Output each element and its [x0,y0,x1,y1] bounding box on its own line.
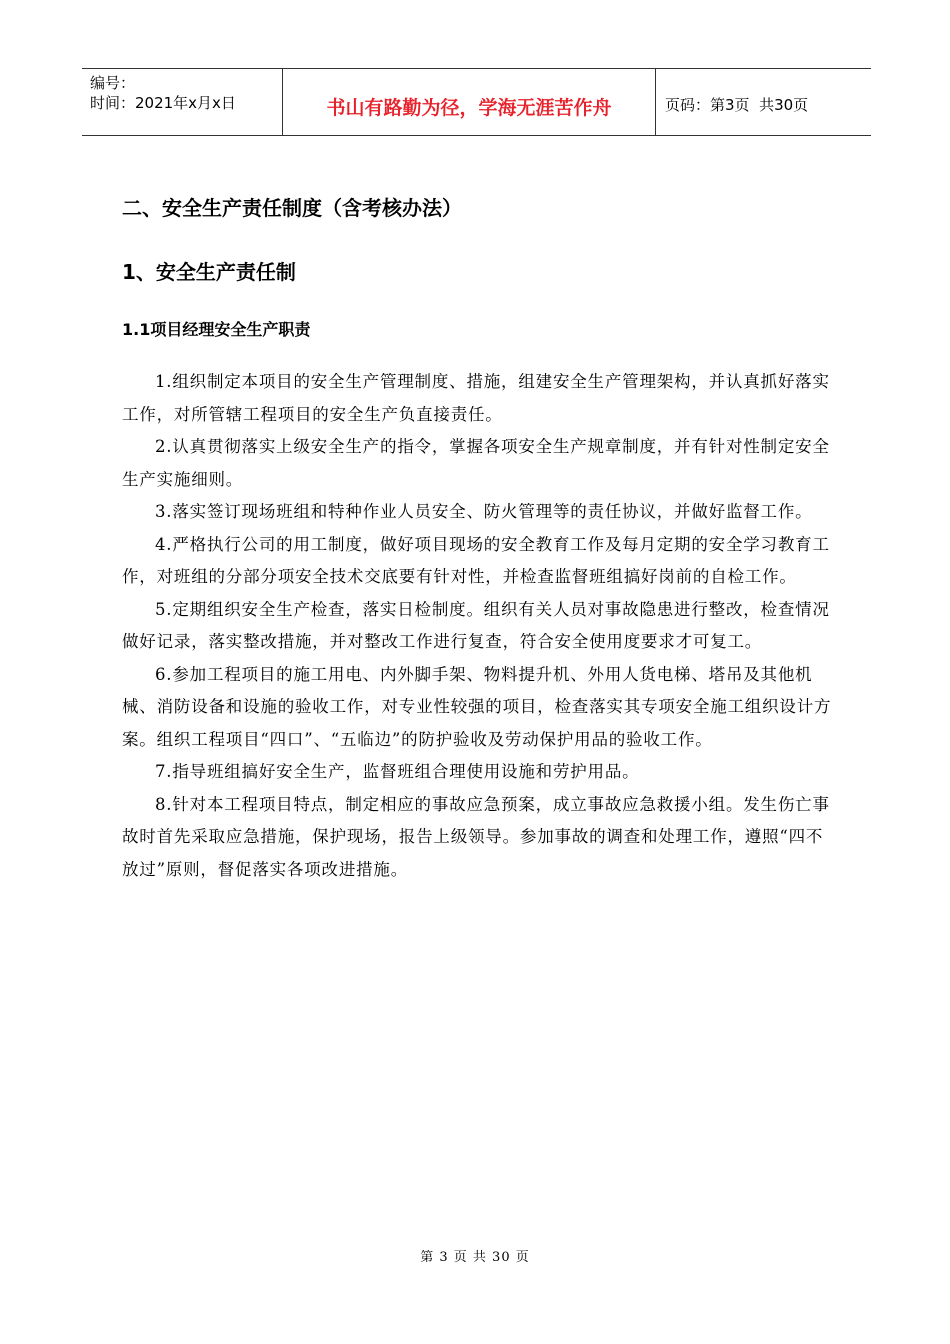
page-footer: 第 3 页 共 30 页 [420,1250,530,1265]
document-title: 二、安全生产责任制度（含考核办法） [122,196,462,220]
paragraph-2: 2.认真贯彻落实上级安全生产的指令，掌握各项安全生产规章制度，并有针对性制定安全生产实施细则。 [122,437,830,489]
paragraph-6: 6.参加工程项目的施工用电、内外脚手架、物料提升机、外用人货电梯、塔吊及其他机械、消防设备和设施的验收工作，对专业性较强的项目，检查落实其专项安全施工组织设计方案。组织工程项目“四口”、“五临边”的防护验收及劳动保护用品的验收工作。 [122,664,832,749]
paragraph-5: 5.定期组织安全生产检查，落实日检制度。组织有关人员对事故隐患进行整改，检查情况做好记录，落实整改措施，并对整改工作进行复查，符合安全使用度要求才可复工。 [122,599,830,651]
paragraph-8: 8.针对本工程项目特点，制定相应的事故应急预案，成立事故应急救援小组。发生伤亡事故时首先采取应急措施，保护现场，报告上级领导。参加事故的调查和处理工作，遵照“四不放过”原则，督促落实各项改进措施。 [122,794,830,879]
paragraph-4: 4.严格执行公司的用工制度，做好项目现场的安全教育工作及每月定期的安全学习教育工作，对班组的分部分项安全技术交底要有针对性，并检查监督班组搞好岗前的自检工作。 [122,534,830,586]
page-header [82,68,871,136]
paragraph-3: 3.落实签订现场班组和特种作业人员安全、防火管理等的责任协议，并做好监督工作。 [155,502,813,521]
paragraph-1: 1.组织制定本项目的安全生产管理制度、措施，组建安全生产管理架构，并认真抓好落实工作，对所管辖工程项目的安全生产负直接责任。 [122,372,830,424]
header-meta [82,69,282,135]
paragraph-7: 7.指导班组搞好安全生产，监督班组合理使用设施和劳护用品。 [155,762,640,781]
document-subtitle: 1、安全生产责任制 [122,260,296,284]
header-number-label: 编号： [90,74,136,92]
header-divider-right [655,69,656,135]
document-body [122,366,834,886]
header-time-label: 时间：2021年x月x日 [90,94,236,112]
header-page-info: 页码：第3页 共30页 [665,95,809,114]
header-motto: 书山有路勤为径，学海无涯苦作舟 [326,96,612,119]
section-title: 1.1项目经理安全生产职责 [122,320,311,339]
